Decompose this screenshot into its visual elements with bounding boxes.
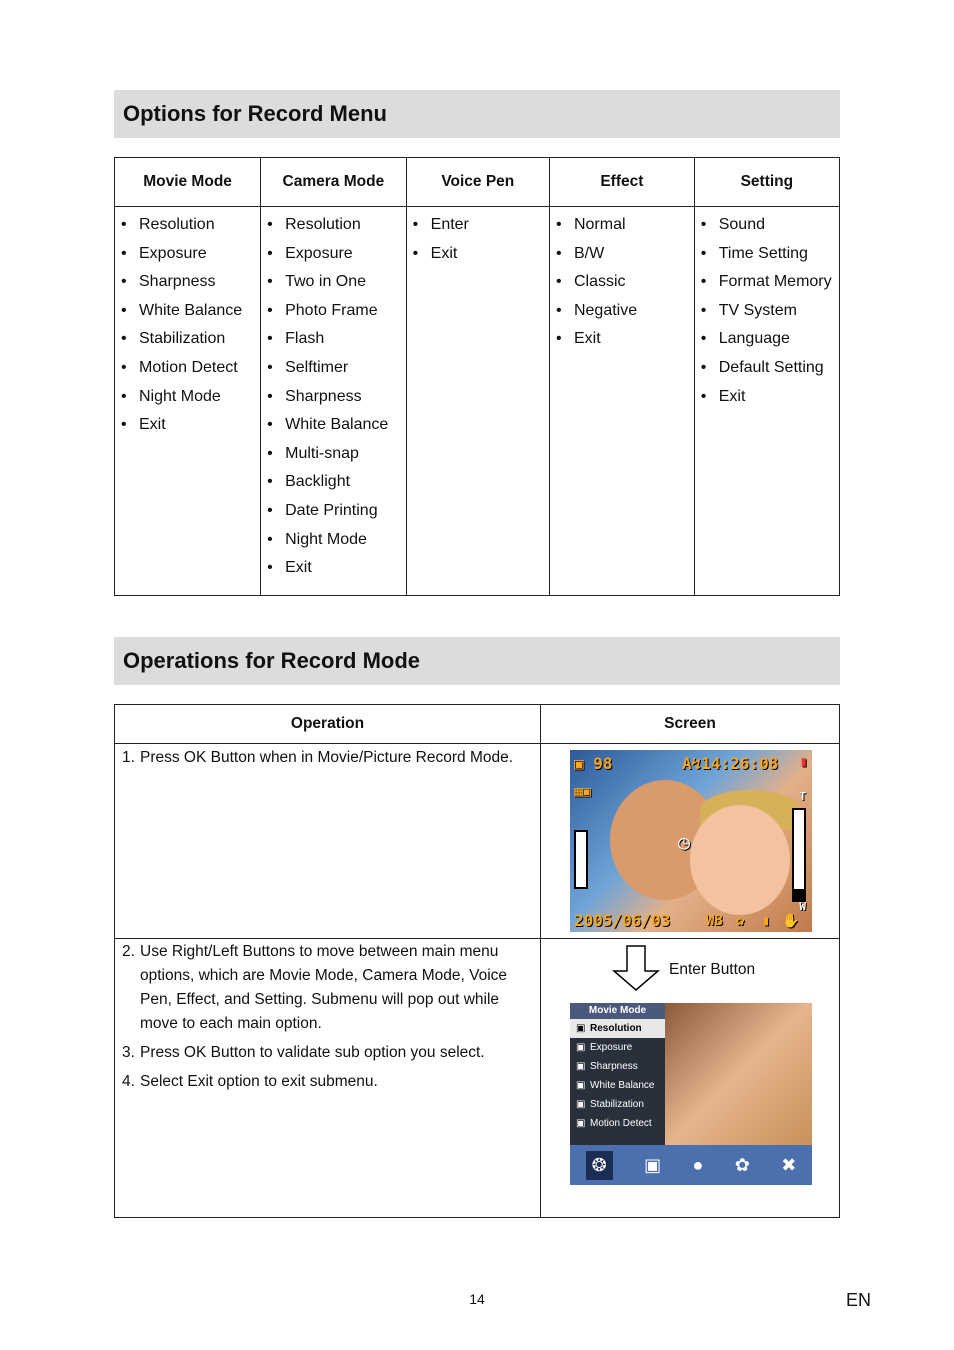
bullet-icon: • bbox=[267, 330, 273, 348]
column-camera-mode bbox=[261, 207, 407, 596]
menu-option-label: Exit bbox=[285, 559, 312, 577]
header-screen: Screen bbox=[541, 705, 840, 744]
menu-option-label: Sound bbox=[718, 216, 765, 233]
bullet-icon: • bbox=[267, 559, 273, 577]
menu-option bbox=[267, 501, 402, 530]
bullet-icon: • bbox=[267, 244, 273, 262]
bullet-icon: • bbox=[267, 301, 273, 319]
header-setting: Setting bbox=[694, 158, 839, 207]
bullet-icon: • bbox=[267, 273, 273, 291]
bullet-icon: • bbox=[121, 273, 127, 291]
palette-icon: ✿ bbox=[734, 1154, 750, 1175]
operation-cell-1 bbox=[115, 744, 541, 939]
submenu-item-stabilization: ▣ Stabilization bbox=[576, 1099, 644, 1110]
step-3: 3. Press OK Button to validate sub option you select. bbox=[122, 1044, 485, 1061]
submenu-item-motion-detect: ▣ Motion Detect bbox=[576, 1118, 652, 1129]
menu-option bbox=[413, 244, 545, 273]
section-title-record-menu: Options for Record Menu bbox=[114, 90, 840, 138]
bullet-icon: • bbox=[412, 244, 419, 262]
menu-screenshot bbox=[570, 1003, 812, 1185]
menu-option-label: Night Mode bbox=[139, 387, 221, 405]
bullet-icon: • bbox=[267, 387, 273, 405]
menu-option-label: Two in One bbox=[285, 273, 367, 291]
zoom-fill bbox=[794, 889, 804, 900]
menu-option-label: Default Setting bbox=[718, 358, 824, 376]
menu-option-label: Flash bbox=[285, 330, 325, 348]
enter-button-label: Enter Button bbox=[669, 961, 756, 978]
bullet-icon: • bbox=[121, 387, 127, 405]
main-menu-tabs bbox=[570, 1145, 812, 1185]
menu-option-label: Selftimer bbox=[285, 358, 349, 376]
selftimer-icon: ◷ bbox=[678, 830, 691, 854]
menu-option bbox=[121, 301, 256, 330]
menu-option-label: White Balance bbox=[285, 416, 389, 434]
film-reel-icon: ❂ bbox=[586, 1151, 613, 1180]
column-setting bbox=[694, 207, 839, 596]
language-label: EN bbox=[845, 1290, 871, 1310]
menu-option-label: Exit bbox=[718, 387, 746, 405]
menu-option-label: Backlight bbox=[285, 473, 351, 491]
menu-option bbox=[121, 358, 256, 387]
header-camera-mode: Camera Mode bbox=[261, 158, 407, 207]
menu-option-label: TV System bbox=[718, 301, 797, 319]
menu-option bbox=[121, 244, 256, 273]
submenu-panel bbox=[570, 1003, 665, 1145]
bullet-icon: • bbox=[412, 216, 419, 233]
menu-option bbox=[701, 301, 835, 330]
menu-option-label: Exposure bbox=[285, 244, 353, 262]
camera-icon: ▣ bbox=[644, 1154, 662, 1175]
section-title-record-mode: Operations for Record Mode bbox=[114, 637, 840, 685]
menu-option bbox=[701, 244, 835, 273]
menu-option bbox=[267, 329, 402, 358]
menu-option-label: Normal bbox=[573, 216, 626, 233]
menu-option-label: Night Mode bbox=[285, 530, 367, 548]
menu-option bbox=[267, 472, 402, 501]
menu-option-label: Classic bbox=[573, 273, 626, 291]
header-operation: Operation bbox=[115, 705, 541, 744]
bullet-icon: • bbox=[267, 501, 273, 519]
menu-option-label: Time Setting bbox=[718, 244, 808, 262]
menu-option bbox=[267, 272, 402, 301]
submenu-item-sharpness: ▣ Sharpness bbox=[576, 1061, 638, 1072]
menu-option-label: Date Printing bbox=[285, 501, 378, 519]
bullet-icon: • bbox=[700, 273, 707, 291]
card-icon: ▮ bbox=[762, 913, 771, 929]
bullet-icon: • bbox=[121, 301, 127, 319]
bullet-icon: • bbox=[700, 301, 707, 319]
bullet-icon: • bbox=[700, 244, 707, 262]
menu-option bbox=[556, 244, 690, 273]
bullet-icon: • bbox=[555, 216, 562, 233]
flower-icon: ✿ bbox=[736, 913, 745, 929]
header-movie-mode: Movie Mode bbox=[115, 158, 261, 207]
bullet-icon: • bbox=[121, 244, 127, 262]
screen-cell-2 bbox=[541, 939, 840, 1218]
menu-option-label: Sharpness bbox=[139, 273, 216, 291]
bullet-icon: • bbox=[700, 330, 707, 348]
menu-option-label: Enter bbox=[430, 216, 469, 233]
bullet-icon: • bbox=[555, 301, 562, 319]
bullet-icon: • bbox=[267, 444, 273, 462]
battery-icon: ▮ bbox=[799, 754, 808, 770]
menu-option bbox=[556, 272, 690, 301]
menu-option-label: Resolution bbox=[285, 216, 361, 233]
menu-option-label: Negative bbox=[573, 301, 638, 319]
bullet-icon: • bbox=[700, 387, 707, 405]
step-4: 4. Select Exit option to exit submenu. bbox=[122, 1073, 378, 1090]
menu-option bbox=[267, 558, 402, 587]
menu-option bbox=[121, 272, 256, 301]
menu-option bbox=[267, 244, 402, 273]
submenu-item-white-balance: ▣ White Balance bbox=[576, 1080, 655, 1091]
record-menu-table bbox=[114, 157, 840, 596]
hand-icon: ✋ bbox=[782, 913, 800, 929]
bullet-icon: • bbox=[267, 216, 273, 233]
menu-option-label: Resolution bbox=[139, 216, 215, 233]
menu-option-label: Photo Frame bbox=[285, 301, 378, 319]
tools-icon: ✖ bbox=[781, 1154, 797, 1175]
column-effect bbox=[549, 207, 694, 596]
menu-option bbox=[121, 215, 256, 244]
menu-option bbox=[267, 415, 402, 444]
menu-option bbox=[556, 215, 690, 244]
bullet-icon: • bbox=[121, 358, 127, 376]
bullet-icon: • bbox=[555, 244, 562, 262]
step-1: 1. Press OK Button when in Movie/Picture Record Mode. bbox=[122, 749, 514, 766]
menu-option-label: Format Memory bbox=[718, 273, 832, 291]
wb-indicator: WB bbox=[706, 913, 723, 929]
menu-option-label: Exit bbox=[139, 416, 166, 434]
menu-option bbox=[121, 387, 256, 416]
bullet-icon: • bbox=[700, 216, 707, 233]
header-effect: Effect bbox=[549, 158, 694, 207]
menu-option-label: Motion Detect bbox=[139, 358, 238, 376]
menu-option bbox=[267, 444, 402, 473]
bullet-icon: • bbox=[267, 416, 273, 434]
bullet-icon: • bbox=[121, 330, 127, 348]
submenu-item-resolution: ▣ Resolution bbox=[570, 1019, 665, 1038]
menu-option bbox=[121, 329, 256, 358]
menu-option-label: White Balance bbox=[139, 301, 243, 319]
menu-option-label: Language bbox=[718, 330, 790, 348]
column-movie-mode bbox=[115, 207, 261, 596]
zoom-t-label: T bbox=[799, 790, 806, 803]
menu-photo-background bbox=[665, 1003, 812, 1145]
microphone-icon: ● bbox=[692, 1154, 704, 1175]
camera-preview-screenshot bbox=[570, 750, 812, 932]
submenu-item-exposure: ▣ Exposure bbox=[576, 1042, 633, 1053]
menu-option bbox=[267, 387, 402, 416]
bullet-icon: • bbox=[267, 358, 273, 376]
menu-option bbox=[267, 358, 402, 387]
page-number: 14 bbox=[469, 1291, 485, 1307]
mode-icons: ▦▣ bbox=[574, 784, 591, 800]
menu-option bbox=[701, 215, 835, 244]
bullet-icon: • bbox=[555, 273, 562, 291]
operation-cell-2 bbox=[115, 939, 541, 1218]
bullet-icon: • bbox=[121, 416, 127, 434]
submenu-title: Movie Mode bbox=[570, 1003, 665, 1019]
screen-cell-1 bbox=[541, 744, 840, 939]
girl-face bbox=[690, 805, 790, 915]
bullet-icon: • bbox=[555, 330, 562, 348]
menu-option-label: Exit bbox=[430, 244, 458, 262]
menu-option-label: Multi-snap bbox=[285, 444, 359, 462]
menu-option bbox=[267, 215, 402, 244]
menu-option bbox=[556, 301, 690, 330]
menu-option-label: Stabilization bbox=[139, 330, 226, 348]
menu-option-label: Exit bbox=[573, 330, 601, 348]
step-2: 2. Use Right/Left Buttons to move between main menu options, which are Movie Mode, Camera Mode, Voice Pen, Effect, and Setting. Submenu will pop out while move to each main option. bbox=[122, 943, 508, 1032]
operations-table bbox=[114, 704, 840, 1218]
shots-remaining: ▣ 98 bbox=[574, 754, 613, 773]
bullet-icon: • bbox=[267, 473, 273, 491]
menu-option-label: B/W bbox=[573, 244, 605, 262]
zoom-w-label: W bbox=[799, 900, 806, 913]
menu-option bbox=[701, 272, 835, 301]
focus-bar bbox=[574, 830, 588, 889]
menu-option bbox=[267, 530, 402, 559]
date-readout: 2005/06/03 bbox=[574, 911, 671, 930]
bullet-icon: • bbox=[700, 358, 707, 376]
menu-option-label: Sharpness bbox=[285, 387, 362, 405]
menu-option bbox=[701, 329, 835, 358]
bullet-icon: • bbox=[267, 530, 273, 548]
menu-option bbox=[267, 301, 402, 330]
column-voice-pen bbox=[406, 207, 549, 596]
menu-option bbox=[413, 215, 545, 244]
menu-option bbox=[121, 415, 256, 444]
menu-option bbox=[701, 387, 835, 416]
zoom-indicator bbox=[792, 808, 806, 902]
menu-option bbox=[556, 329, 690, 358]
clock-readout: A↯14:26:08 bbox=[682, 754, 779, 773]
arrow-down-icon bbox=[611, 945, 661, 991]
menu-option-label: Exposure bbox=[139, 244, 207, 262]
menu-option bbox=[701, 358, 835, 387]
header-voice-pen: Voice Pen bbox=[406, 158, 549, 207]
bullet-icon: • bbox=[121, 216, 127, 233]
